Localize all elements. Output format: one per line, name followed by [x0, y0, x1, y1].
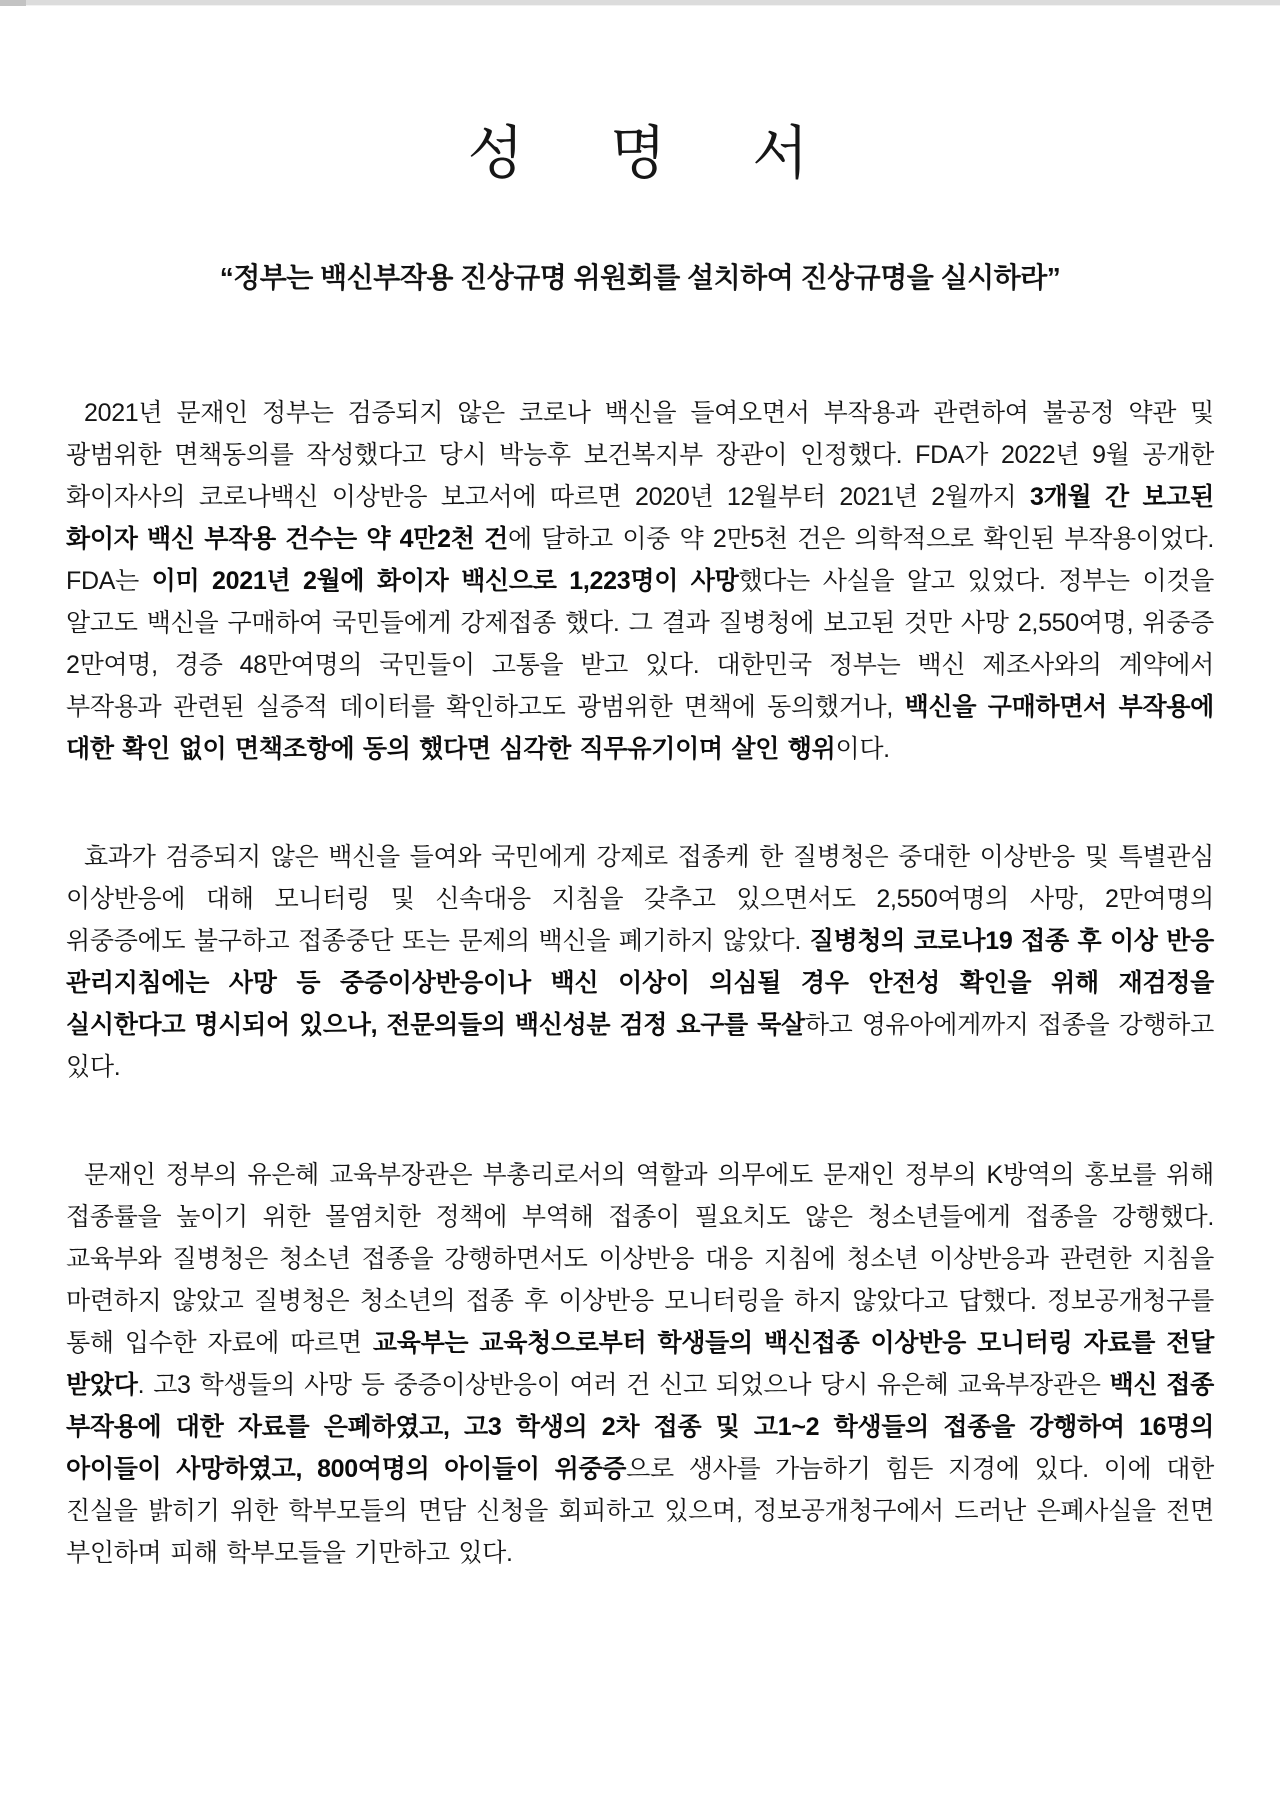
paragraph: [66, 836, 1214, 1088]
text-run-bold: 백신을 구매하면서 부작용에 대한 확인 없이 면책조항에 동의 했다면 심각한 직무유기이며 살인 행위: [66, 693, 1214, 764]
document-title: 성 명 서: [467, 121, 813, 186]
text-run-bold: 3개월 간 보고된 화이자 백신 부작용 건수는 약 4만2천 건: [66, 483, 1215, 554]
document-body: [0, 392, 1280, 1574]
text-run: 문재인 정부의 유은혜 교육부장관은 부총리로서의 역할과 의무에도 문재인 정부의 K방역의 홍보를 위해 접종률을 높이기 위한 몰염치한 정책에 부역해 접종이 필요치도 않은 청소년들에게 접종을 강행했다. 교육부와 질병청은 청소년 접종을 강행하면서도 이상반응 대응 지침에 청소년 이상반응과 관련한 지침을 마련하지 않았고 질병청은 청소년의 접종 후 이상반응 모니터링을 하지 않았다고 답했다. 정보공개청구를 통해 입수한 자료에 따르면: [66, 1161, 1214, 1358]
text-run-bold: 질병청의 코로나19 접종 후 이상 반응 관리지침에는 사망 등 중증이상반응이나 백신 이상이 의심될 경우 안전성 확인을 위해 재검정을 실시한다고 명시되어 있으나, 전문의들의 백신성분 검정 요구를 묵살: [66, 927, 1214, 1040]
text-run: 에 달하고 이중 약 2만5천 건은 의학적으로 확인된 부작용이었다. FDA는: [66, 525, 1214, 596]
text-run: 효과가 검증되지 않은 백신을 들여와 국민에게 강제로 접종케 한 질병청은 중대한 이상반응 및 특별관심 이상반응에 대해 모니터링 및 신속대응 지침을 갖추고 있으면서도 2,550여명의 사망, 2만여명의 위중증에도 불구하고 접종중단 또는 문제의 백신을 폐기하지 않았다.: [66, 843, 1214, 956]
text-run: 했다는 사실을 알고 있었다. 정부는 이것을 알고도 백신을 구매하여 국민들에게 강제접종 했다. 그 결과 질병청에 보고된 것만 사망 2,550여명, 위중증 2만여명, 경증 48만여명의 국민들이 고통을 받고 있다. 대한민국 정부는 백신 제조사와의 계약에서 부작용과 관련된 실증적 데이터를 확인하고도 광범위한 면책에 동의했거나,: [66, 567, 1214, 722]
paragraph: [66, 1154, 1214, 1574]
window-top-border-left-segment: [0, 0, 26, 6]
paragraph: [66, 392, 1214, 770]
window-top-border: [0, 0, 1280, 6]
text-run: 으로 생사를 가늠하기 힘든 지경에 있다. 이에 대한 진실을 밝히기 위한 학부모들의 면담 신청을 회피하고 있으며, 정보공개청구에서 드러난 은폐사실을 전면 부인하며 피해 학부모들을 기만하고 있다.: [66, 1455, 1214, 1568]
text-run: 하고 영유아에게까지 접종을 강행하고 있다.: [66, 1011, 1214, 1082]
text-run: . 고3 학생들의 사망 등 중증이상반응이 여러 건 신고 되었으나 당시 유은혜 교육부장관은: [137, 1371, 1110, 1400]
text-run-bold: 백신 접종 부작용에 대한 자료를 은폐하였고, 고3 학생의 2차 접종 및 고1~2 학생들의 접종을 강행하여 16명의 아이들이 사망하였고, 800여명의 아이들이 위중증: [66, 1371, 1214, 1484]
text-run-bold: 이미 2021년 2월에 화이자 백신으로 1,223명이 사망: [151, 567, 739, 596]
text-run: 2021년 문재인 정부는 검증되지 않은 코로나 백신을 들여오면서 부작용과 관련하여 불공정 약관 및 광범위한 면책동의를 작성했다고 당시 박능후 보건복지부 장관이 인정했다. FDA가 2022년 9월 공개한 화이자사의 코로나백신 이상반응 보고서에 따르면 2020년 12월부터 2021년 2월까지: [66, 399, 1214, 512]
text-run: 이다.: [835, 735, 890, 764]
text-run-bold: 교육부는 교육청으로부터 학생들의 백신접종 이상반응 모니터링 자료를 전달 받았다: [66, 1329, 1214, 1400]
document-subtitle: “정부는 백신부작용 진상규명 위원회를 설치하여 진상규명을 실시하라”: [219, 261, 1061, 293]
